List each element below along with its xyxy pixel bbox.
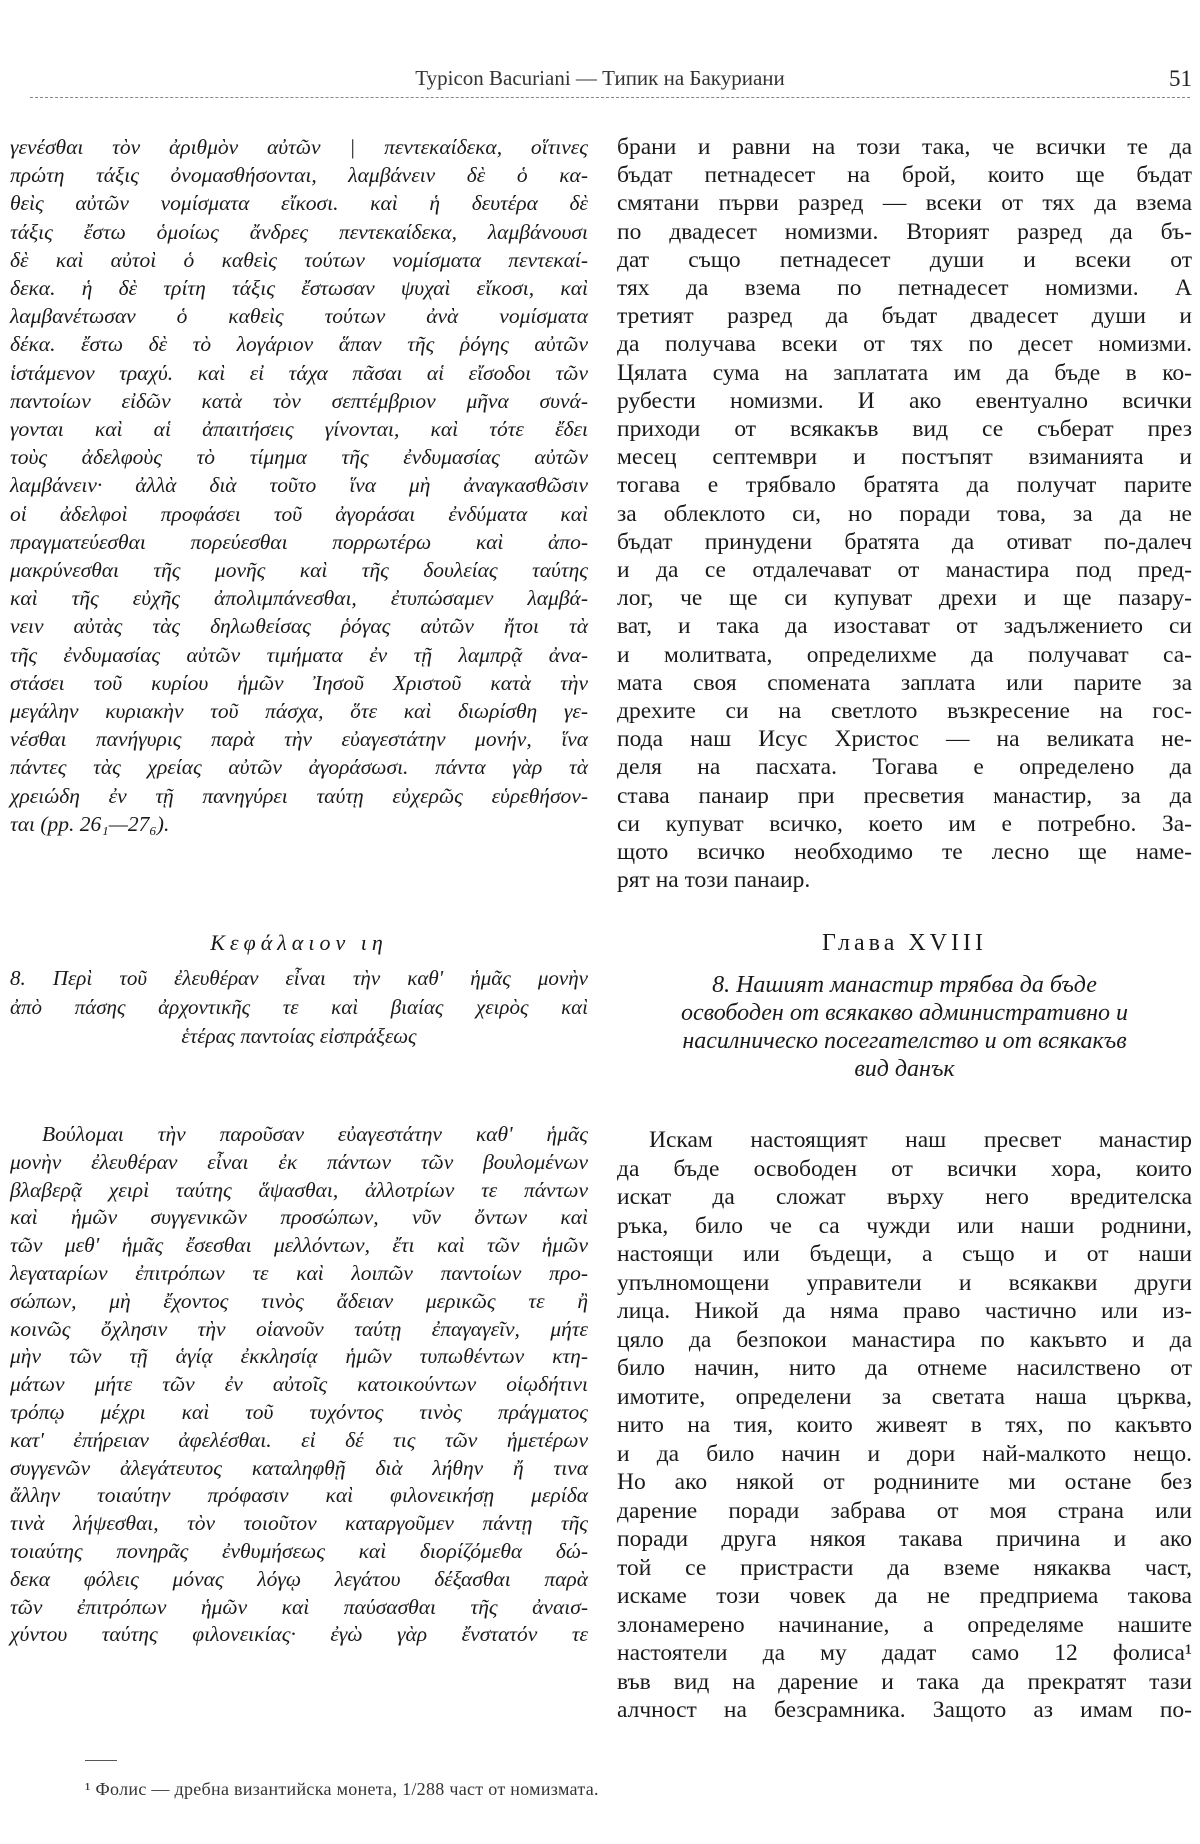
text-line: месец септември и постъпят взиманията и xyxy=(617,444,1192,471)
text-line: 8. Περὶ τοῦ ἐλευθέραν εἶναι τὴν καθ' ἡμᾶς μονὴν xyxy=(10,966,588,990)
text-line: лог, че ще си купуват дрехи и ще пазару- xyxy=(617,585,1192,612)
text-line: τῶν μεθ' ἡμᾶς ἔσεσθαι μελλόντων, ἔτι καὶ τῶν ἡμῶν xyxy=(10,1233,588,1258)
text-line: имотите, определени за светата наша църква, xyxy=(617,1383,1192,1410)
text-line: насилническо посегателство и от всякакъв xyxy=(682,1028,1127,1054)
text-line: брани и равни на този така, че всички те да xyxy=(617,134,1192,160)
text-line: да получава всеки от тях по десет номизми. xyxy=(617,331,1192,358)
text-line: бъдат принудени братята да отиват по-далеч xyxy=(617,528,1192,555)
text-line: и да било начин и дори най-малкото нещо. xyxy=(617,1440,1192,1467)
text-line: по двадесет номизми. Вторият разред да бъ- xyxy=(617,218,1192,245)
text-line: συγγενῶν ἀλεγάτευτος καταληφθῇ διὰ λήθην ἤ τινα xyxy=(10,1455,588,1480)
text-line: и молитвата, определихме да получават са- xyxy=(617,641,1192,668)
text-line: δέκα. ἔστω δὲ τὸ λογάριον ἅπαν τῆς ῥόγης αὐτῶν xyxy=(10,332,588,357)
greek-chapter-heading: Κεφάλαιον ιη xyxy=(210,930,388,955)
text-line: той се пристрасти да вземе някаква част, xyxy=(617,1554,1192,1581)
footnote-text: Фолис — дребна византийска монета, 1/288 част от номизмата. xyxy=(95,1779,599,1799)
text-line: мата своя спомената заплата или парите за xyxy=(617,669,1192,696)
text-line: бъдат петнадесет на брой, които ще бъдат xyxy=(617,162,1192,189)
text-line: λεγαταρίων ἐπιτρόπων τε καὶ λοιπῶν παντοίων προ- xyxy=(10,1260,588,1285)
greek-text-lower xyxy=(10,1121,588,1649)
text-line: дарение поради забрава от моя страна или xyxy=(617,1497,1192,1524)
greek-chapter-subtitle xyxy=(10,964,588,1051)
text-line: τῶν ἐπιτρόπων ἡμῶν καὶ παύσασθαι τῆς ἀναισ- xyxy=(10,1594,588,1619)
text-line: си купуват всичко, което им е потребно. За- xyxy=(617,810,1192,837)
text-line: пода наш Исус Христос — на великата не- xyxy=(617,726,1192,753)
text-line: τῆς ἐνδυμασίας αὐτῶν τιμήματα ἐν τῇ λαμπρᾷ ἀνα- xyxy=(10,642,588,667)
text-line: тогава е трябвало братята да получат парите xyxy=(617,472,1192,499)
text-line: деля на пасхата. Тогава е определено да xyxy=(617,754,1192,781)
text-line: във вид на дарение и така да прекратят тази xyxy=(617,1668,1192,1695)
text-line: освободен от всякакво административно и xyxy=(680,1000,1129,1026)
text-line: Искам настоящият наш пресвет манастир xyxy=(649,1127,1192,1153)
text-line: μονὴν ἐλευθέραν εἶναι ἐκ πάντων τῶν βουλομένων xyxy=(10,1149,588,1174)
text-line: καὶ τῆς εὐχῆς ἀπολιμπάνεσθαι, ἐτυπώσαμεν λαμβά- xyxy=(10,586,588,611)
bulgarian-chapter-heading: Глава XVIII xyxy=(821,930,987,956)
text-line: щото всичко необходимо те лесно ще наме- xyxy=(617,839,1192,866)
text-line: μὴν τῶν τῇ ἁγίᾳ ἐκκλησίᾳ ἡμῶν τυπωθέντων κτη- xyxy=(10,1344,588,1369)
bulgarian-text-lower xyxy=(617,1126,1192,1725)
running-head: Typicon Bacuriani — Типик на Бакуриани xyxy=(415,66,785,90)
text-line: θεὶς αὐτῶν νομίσματα εἴκοσι. καὶ ἡ δευτέρα δὲ xyxy=(10,191,588,216)
text-line: ἄλλην τοιαύτην πρόφασιν καὶ φιλονεικήσῃ μερίδα xyxy=(10,1483,588,1508)
bulgarian-chapter-subtitle xyxy=(617,971,1192,1083)
text-line: нито на тия, които живеят в тях, по какъвто xyxy=(617,1412,1192,1438)
text-line: смятани първи разред — всеки от тях да взема xyxy=(617,190,1192,217)
text-line: γονται καὶ αἱ ἀπαιτήσεις γίνονται, καὶ τότε ἔδει xyxy=(10,417,588,442)
text-line: тях да взема по петнадесет номизми. А xyxy=(617,275,1192,302)
text-line: οἱ ἀδελφοὶ προφάσει τοῦ ἀγοράσαι ἐνδύματα καὶ xyxy=(10,501,588,526)
text-line: дрехите си на светлото възкресение на гос- xyxy=(617,698,1192,725)
text-line: упълномощени управители и всякакви други xyxy=(617,1269,1192,1296)
text-line: νέσθαι πανήγυρις παρὰ τὴν εὐαγεστάτην μονήν, ἵνα xyxy=(10,727,588,752)
text-line: ръка, било че са чужди или наши роднини, xyxy=(617,1212,1192,1239)
text-line: злонамерено начинание, а определяме нашите xyxy=(617,1611,1192,1638)
text-line: лица. Никой да няма право частично или из- xyxy=(617,1298,1192,1324)
text-line: ἱστάμενον τραχύ. καὶ εἰ τάχα πᾶσαι αἱ εἴσοδοι τῶν xyxy=(10,360,588,385)
greek-text-upper xyxy=(10,133,588,838)
text-line: вид данък xyxy=(854,1056,955,1082)
text-line: цяло да безпокои манастира по какъвто и да xyxy=(617,1326,1192,1353)
text-line: алчност на безсрамника. Защото аз имам по- xyxy=(617,1697,1192,1723)
text-line: χύντου ταύτης φιλονεικίας· ἐγὼ γὰρ ἔνστατόν τε xyxy=(10,1622,588,1647)
text-line: да бъде освободен от всички хора, които xyxy=(617,1155,1192,1182)
text-line: искат да сложат върху него вредителска xyxy=(617,1184,1192,1210)
text-line: κατ' ἐπήρειαν ἀφελέσθαι. εἰ δέ τις τῶν ἡμετέρων xyxy=(10,1427,588,1452)
text-line: ват, и така да изостават от задължението си xyxy=(617,613,1192,640)
text-line: приходи от всякакъв вид се съберат през xyxy=(617,416,1192,443)
footnote-rule xyxy=(85,1760,117,1761)
page-number: 51 xyxy=(1169,66,1192,91)
text-line: за облеклото си, но поради това, за да не xyxy=(617,500,1192,527)
text-line: παντοίων εἰδῶν κατὰ τὸν σεπτέμβριον μῆνα συνά- xyxy=(10,388,588,413)
text-line: στάσει τοῦ κυρίου ἡμῶν Ἰησοῦ Χριστοῦ κατὰ τὴν xyxy=(10,670,588,695)
text-line: τρόπῳ μέχρι καὶ τοῦ τυχόντος τινὸς πράγματος xyxy=(10,1399,588,1424)
text-line: νειν αὐτὰς τὰς δηλωθείσας ῥόγας αὐτῶν ἤτοι τὰ xyxy=(10,614,588,639)
text-line: δεκα. ἡ δὲ τρίτη τάξις ἔστωσαν ψυχαὶ εἴκοσι, καὶ xyxy=(10,276,588,301)
text-line: τινὰ λήψεσθαι, τὸν τοιοῦτον καταργοῦμεν πάντῃ τῆς xyxy=(10,1511,588,1536)
text-line: πάντες τὰς χρείας αὐτῶν ἀγοράσωσι. πάντα γὰρ τὰ xyxy=(10,755,588,780)
text-line: ἀπὸ πάσης ἀρχοντικῆς τε καὶ βιαίας χειρὸς καὶ xyxy=(10,995,588,1019)
footnote-marker: ¹ xyxy=(85,1779,91,1799)
text-line: Цялата сума на заплатата им да бъде в ко- xyxy=(617,359,1192,386)
text-line: καὶ ἡμῶν συγγενικῶν προσώπων, νῦν ὄντων καὶ xyxy=(10,1205,588,1230)
text-line: рят на този панаир. xyxy=(617,867,811,894)
text-line: κοινῶς ὄχλησιν τὴν οἱανοῦν ταύτῃ ἐπαγαγεῖν, μήτε xyxy=(10,1316,588,1341)
text-line: ται (pp. 26₁—27₆). xyxy=(10,811,170,836)
text-line: λαμβανέτωσαν ὁ καθεὶς τούτων ἀνὰ νομίσματα xyxy=(10,304,588,329)
text-line: σώπων, μὴ ἔχοντος τινὸς ἄδειαν μερικῶς τε ἢ xyxy=(10,1288,588,1313)
text-line: Но ако някой от роднините ми остане без xyxy=(617,1469,1192,1495)
footnote xyxy=(85,1779,599,1800)
text-line: τάξις ἔστω ὁμοίως ἄνδρες πεντεκαίδεκα, λαμβάνουσι xyxy=(10,219,588,244)
text-line: μάτων μήτε τῶν ἐν αὐτοῖς κατοικούντων οἱῳδήτινι xyxy=(10,1372,588,1397)
bulgarian-text-upper xyxy=(617,133,1192,894)
text-line: третият разред да бъдат двадесет души и xyxy=(617,303,1192,330)
text-line: и да се отдалечават от манастира под пред- xyxy=(617,557,1192,584)
text-line: χρειώδη ἐν τῇ πανηγύρει ταύτῃ εὐχερῶς εὑρεθήσον- xyxy=(10,783,588,808)
text-line: настоятели да му дадат само 12 фолиса¹ xyxy=(617,1640,1192,1666)
text-line: μακρύνεσθαι τῆς μονῆς καὶ τῆς δουλείας ταύτης xyxy=(10,558,588,583)
text-line: било начин, нито да отнеме насилствено от xyxy=(617,1355,1192,1381)
header-rule xyxy=(30,97,1190,98)
text-line: γενέσθαι τὸν ἀριθμὸν αὐτῶν | πεντεκαίδεκα, οἵτινες xyxy=(10,135,588,159)
text-line: ἑτέρας παντοίας εἰσπράξεως xyxy=(181,1024,417,1048)
text-line: 8. Нашият манастир трябва да бъде xyxy=(712,972,1097,998)
text-line: πρώτη τάξις ὀνομασθήσονται, λαμβάνειν δὲ ὁ κα- xyxy=(10,163,588,188)
text-line: настоящи или бъдещи, а също и от наши xyxy=(617,1241,1192,1267)
text-line: δεκα φόλεις μόνας λόγῳ λεγάτου δέξασθαι παρὰ xyxy=(10,1566,588,1591)
text-line: πραγματεύεσθαι πορεύεσθαι πορρωτέρω καὶ ἀπο- xyxy=(10,529,588,554)
text-line: βλαβερᾷ χειρὶ ταύτης ἅψασθαι, ἀλλοτρίων τε πάντων xyxy=(10,1177,588,1202)
text-line: рубести номизми. И ако евентуално всички xyxy=(617,387,1192,414)
text-line: Βούλομαι τὴν παροῦσαν εὐαγεστάτην καθ' ἡμᾶς xyxy=(42,1122,588,1146)
text-line: μεγάλην κυριακὴν τοῦ πάσχα, ὅτε καὶ διωρίσθη γε- xyxy=(10,699,588,724)
text-line: τοιαύτης πονηρᾶς ἐνθυμήσεως καὶ διορίζόμεθα δώ- xyxy=(10,1538,588,1563)
text-line: τοὺς ἀδελφοὺς τὸ τίμημα τῆς ἐνδυμασίας αὐτῶν xyxy=(10,445,588,470)
text-line: става панаир при пресветия манастир, за да xyxy=(617,782,1192,809)
text-line: дат също петнадесет души и всеки от xyxy=(617,246,1192,273)
text-line: δὲ καὶ αὐτοὶ ὁ καθεὶς τούτων νομίσματα πεντεκαί- xyxy=(10,247,588,272)
text-line: λαμβάνειν· ἀλλὰ διὰ τοῦτο ἵνα μὴ ἀναγκασθῶσιν xyxy=(10,473,588,498)
text-line: искаме този човек да не предприема такова xyxy=(617,1583,1192,1609)
text-line: поради друга някоя такава причина и ако xyxy=(617,1526,1192,1552)
